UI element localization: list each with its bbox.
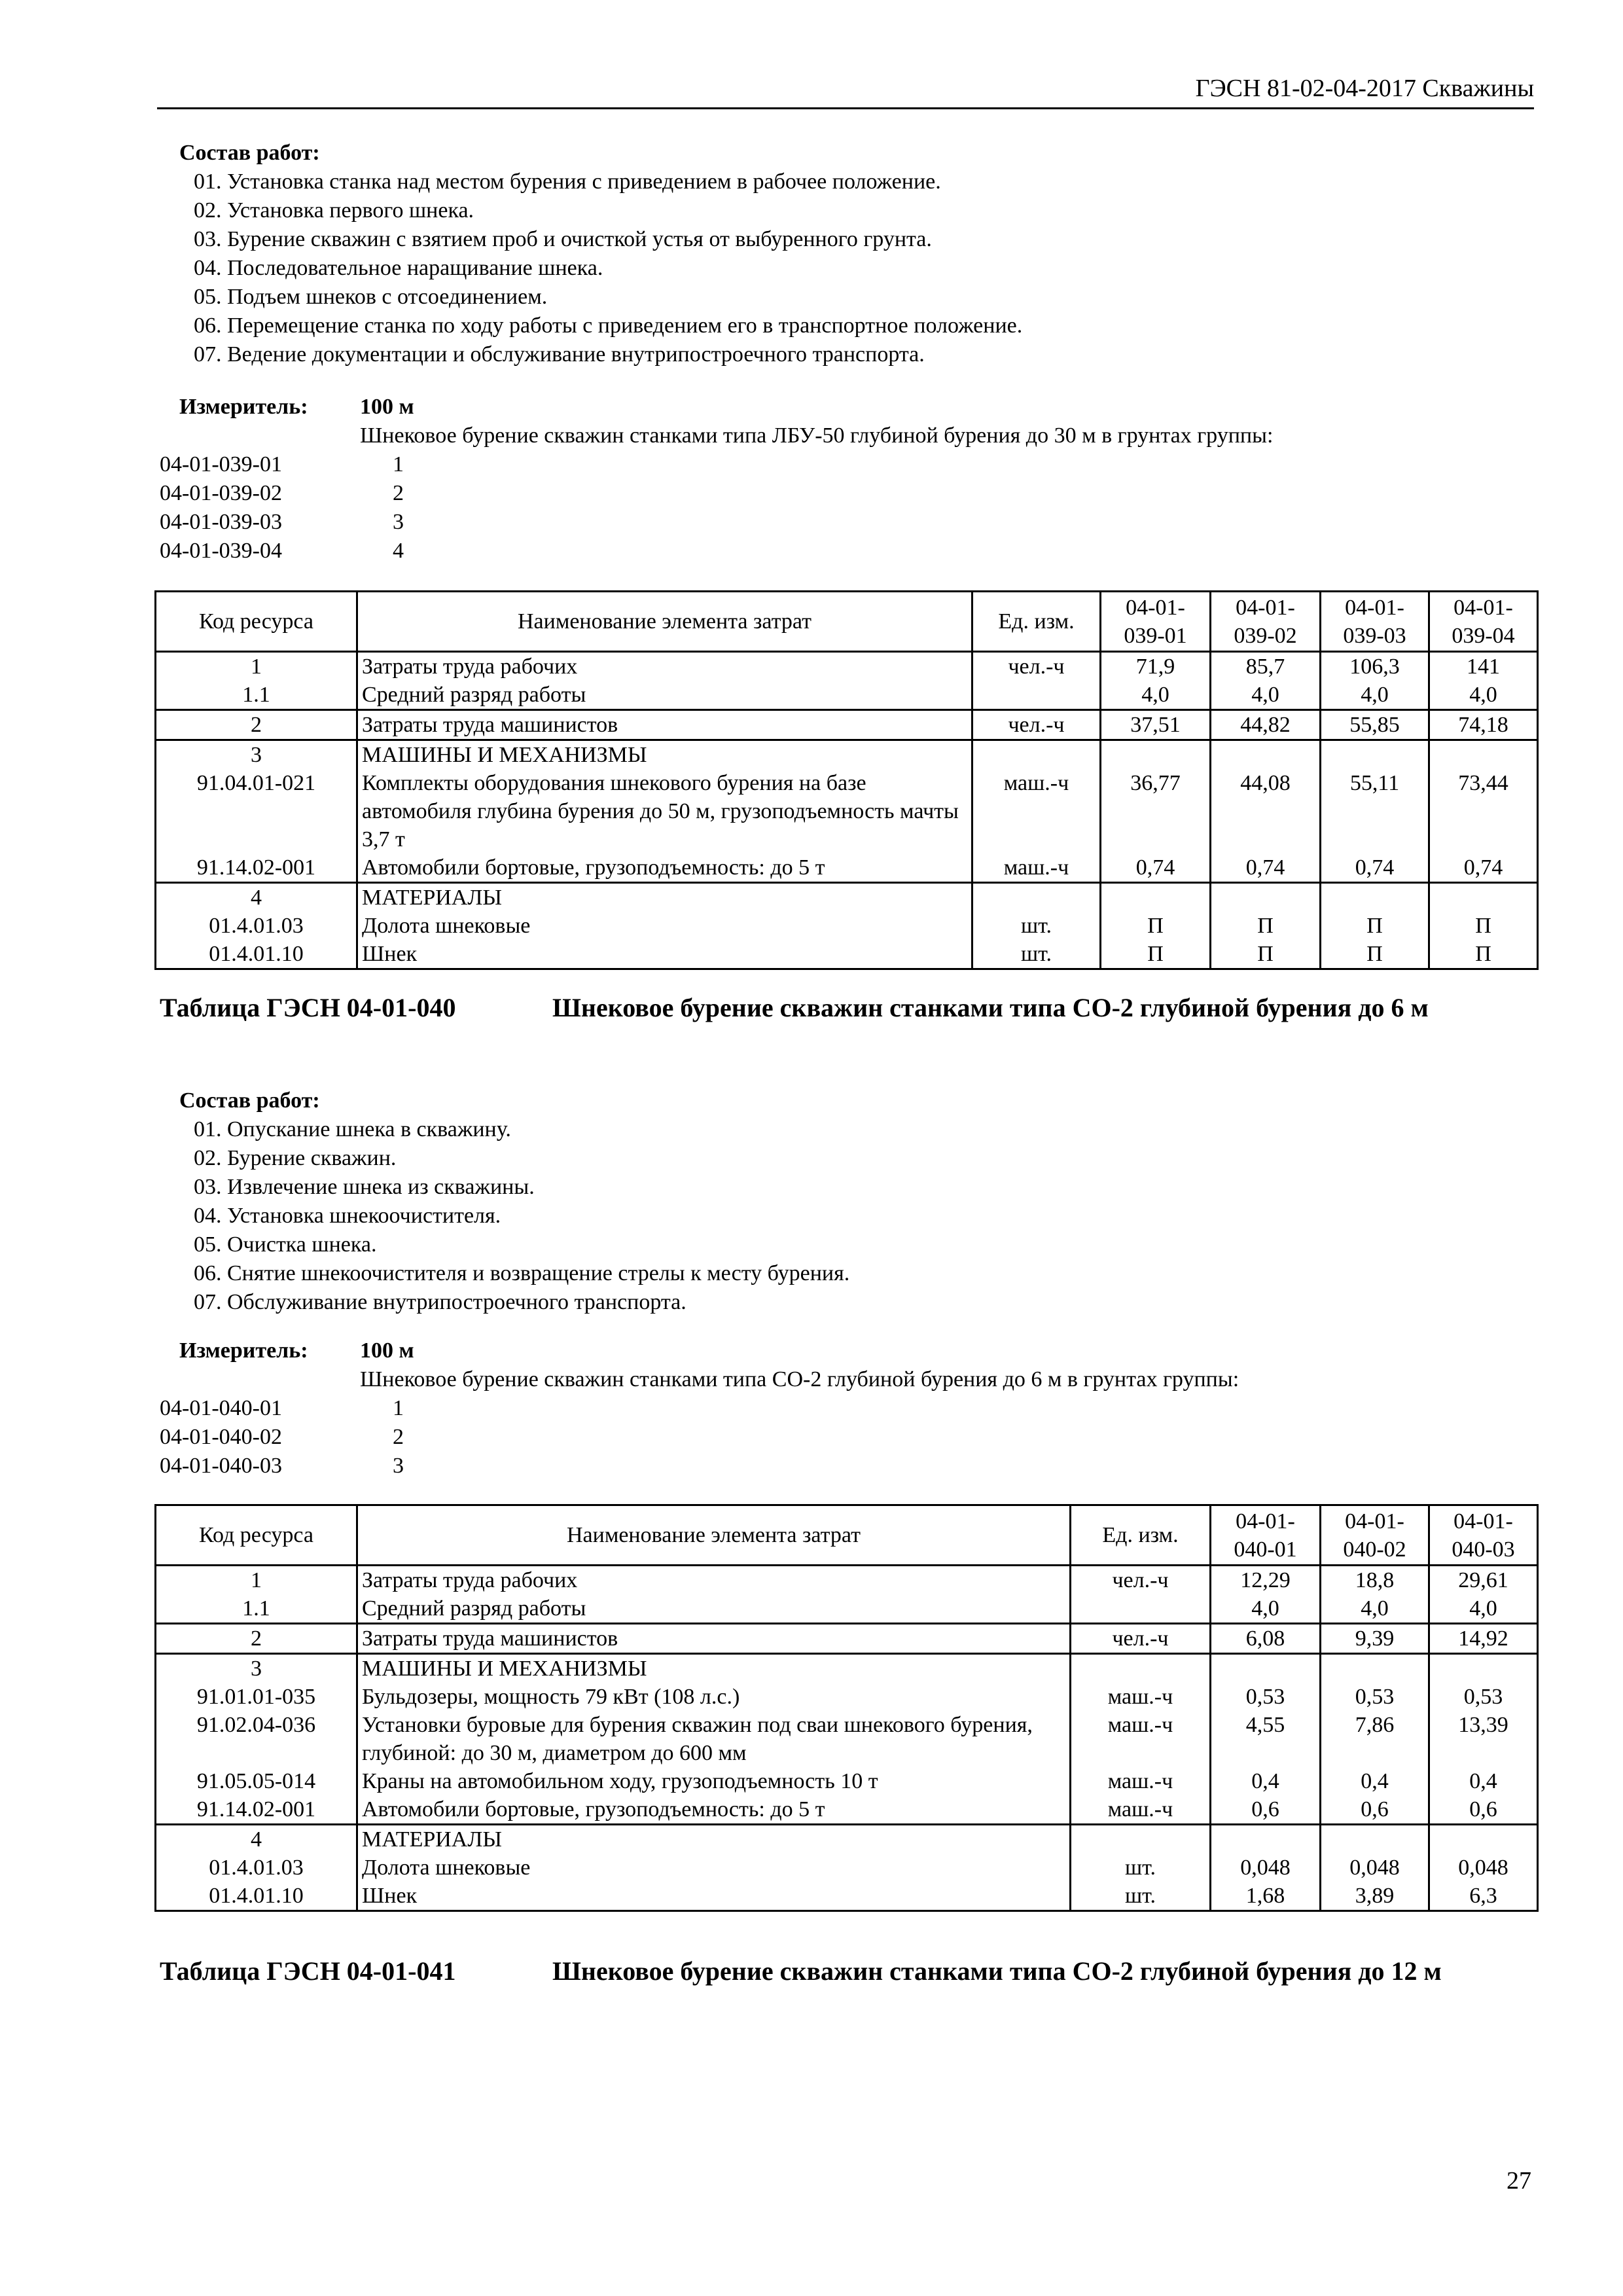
header-col: 04-01- 040-01 [1211, 1505, 1321, 1566]
table-row: 1.1 Средний разряд работы 4,0 4,0 4,0 4,0 [156, 681, 1538, 710]
table-row: 01.4.01.10 Шнек шт. П П П П [156, 940, 1538, 969]
work-item: 04. Последовательное наращивание шнека. [194, 256, 603, 280]
code-row [160, 537, 814, 565]
work-item: 07. Ведение документации и обслуживание внутрипостроечного транспорта. [194, 342, 925, 367]
code-row [160, 1394, 814, 1423]
table-row: 91.14.02-001 Автомобили бортовые, грузоподъемность: до 5 т маш.-ч 0,6 0,6 0,6 [156, 1795, 1538, 1825]
code: 04-01-039-01 [160, 452, 282, 476]
work-item: 04. Установка шнекоочистителя. [194, 1204, 501, 1228]
table-row: 01.4.01.03 Долота шнековые шт. 0,048 0,048 0,048 [156, 1854, 1538, 1882]
code: 04-01-040-03 [160, 1454, 282, 1478]
code: 04-01-039-03 [160, 510, 282, 534]
work-item: 06. Перемещение станка по ходу работы с приведением его в транспортное положение. [194, 314, 1023, 338]
header-col: 04-01- 040-03 [1429, 1505, 1538, 1566]
measure-description: Шнековое бурение скважин станками типа СО-2 глубиной бурения до 6 м в грунтах группы: [360, 1367, 1240, 1391]
resource-table-040 [154, 1504, 1539, 1912]
soil-group: 2 [393, 481, 404, 505]
table-header-row [156, 1505, 1538, 1566]
table-row: 91.04.01-021 Комплекты оборудования шнекового бурения на базе автомобиля глубина бурения до 50 м, грузоподъемность мачты 3,7 т маш.-ч 36,77 44,08 55,11 73,44 [156, 769, 1538, 853]
code-row [160, 1423, 814, 1452]
header-col: 04-01- 039-03 [1321, 592, 1429, 652]
code: 04-01-039-04 [160, 539, 282, 563]
table-name: Шнековое бурение скважин станками типа СО-2 глубиной бурения до 12 м [552, 1956, 1442, 1986]
code: 04-01-039-02 [160, 481, 282, 505]
header-col: 04-01- 039-04 [1429, 592, 1538, 652]
header-code: Код ресурса [156, 1505, 357, 1566]
code: 04-01-040-01 [160, 1396, 282, 1420]
work-composition-title: Состав работ: [179, 141, 320, 165]
code-row [160, 479, 814, 508]
table-row: 91.14.02-001 Автомобили бортовые, грузоподъемность: до 5 т маш.-ч 0,74 0,74 0,74 0,74 [156, 853, 1538, 883]
measure-value: 100 м [360, 395, 414, 419]
table-header-row [156, 592, 1538, 652]
table-row: 1 Затраты труда рабочих чел.-ч 12,29 18,8 29,61 [156, 1566, 1538, 1595]
work-composition-title: Состав работ: [179, 1088, 320, 1113]
header-unit: Ед. изм. [972, 592, 1101, 652]
code: 04-01-040-02 [160, 1425, 282, 1449]
table-code: Таблица ГЭСН 04-01-041 [160, 1956, 456, 1986]
code-row [160, 508, 814, 537]
table-row: 2 Затраты труда машинистов чел.-ч 37,51 44,82 55,85 74,18 [156, 710, 1538, 740]
table-row: 01.4.01.03 Долота шнековые шт. П П П П [156, 912, 1538, 940]
soil-group: 2 [393, 1425, 404, 1449]
code-row [160, 450, 814, 479]
code-row [160, 1452, 814, 1480]
header-name: Наименование элемента затрат [357, 592, 972, 652]
work-item: 03. Бурение скважин с взятием проб и очисткой устья от выбуренного грунта. [194, 227, 932, 251]
work-composition-039 [160, 139, 1534, 369]
work-item: 01. Опускание шнека в скважину. [194, 1117, 511, 1141]
header-col: 04-01- 039-02 [1211, 592, 1321, 652]
table-row-section: 4 МАТЕРИАЛЫ [156, 1825, 1538, 1854]
work-item: 03. Извлечение шнека из скважины. [194, 1175, 535, 1199]
measure-block-039 [160, 393, 1534, 569]
resource-table-039 [154, 590, 1539, 970]
table-row: 91.01.01-035 Бульдозеры, мощность 79 кВт (108 л.с.) маш.-ч 0,53 0,53 0,53 [156, 1683, 1538, 1711]
work-item: 06. Снятие шнекоочистителя и возвращение стрелы к месту бурения. [194, 1261, 850, 1285]
soil-group: 3 [393, 510, 404, 534]
table-row: 1 Затраты труда рабочих чел.-ч 71,9 85,7 106,3 141 [156, 652, 1538, 681]
soil-group: 4 [393, 539, 404, 563]
work-item: 02. Установка первого шнека. [194, 198, 474, 223]
table-row-section: 3 МАШИНЫ И МЕХАНИЗМЫ [156, 1654, 1538, 1683]
table-code: Таблица ГЭСН 04-01-040 [160, 993, 456, 1022]
table-row: 01.4.01.10 Шнек шт. 1,68 3,89 6,3 [156, 1882, 1538, 1911]
soil-group: 3 [393, 1454, 404, 1478]
table-title-040 [160, 991, 1534, 1063]
table-row: 1.1 Средний разряд работы 4,0 4,0 4,0 [156, 1594, 1538, 1624]
document-title: ГЭСН 81-02-04-2017 Скважины [1195, 75, 1534, 102]
page-header [157, 73, 1534, 109]
header-name: Наименование элемента затрат [357, 1505, 1071, 1566]
header-unit: Ед. изм. [1071, 1505, 1211, 1566]
table-title-041 [160, 1954, 1534, 2026]
table-row: 2 Затраты труда машинистов чел.-ч 6,08 9,39 14,92 [156, 1624, 1538, 1654]
page-number: 27 [1507, 2167, 1531, 2195]
table-row-section: 4 МАТЕРИАЛЫ [156, 883, 1538, 912]
table-row: 91.05.05-014 Краны на автомобильном ходу, грузоподъемность 10 т маш.-ч 0,4 0,4 0,4 [156, 1767, 1538, 1795]
measure-description: Шнековое бурение скважин станками типа ЛБУ-50 глубиной бурения до 30 м в грунтах группы: [360, 423, 1274, 448]
work-item: 01. Установка станка над местом бурения с приведением в рабочее положение. [194, 170, 941, 194]
soil-group: 1 [393, 1396, 404, 1420]
work-item: 07. Обслуживание внутрипостроечного транспорта. [194, 1290, 687, 1314]
work-item: 05. Подъем шнеков с отсоединением. [194, 285, 548, 309]
measure-label: Измеритель: [179, 1338, 308, 1363]
work-items-list [194, 168, 1022, 369]
header-code: Код ресурса [156, 592, 357, 652]
table-row-section: 3 МАШИНЫ И МЕХАНИЗМЫ [156, 740, 1538, 770]
table-row: 91.02.04-036 Установки буровые для бурения скважин под сваи шнекового бурения, глубиной: до 30 м, диаметром до 600 мм маш.-ч 4,55 7,86 13,39 [156, 1711, 1538, 1767]
work-item: 05. Очистка шнека. [194, 1232, 377, 1257]
soil-group: 1 [393, 452, 404, 476]
measure-label: Измеритель: [179, 395, 308, 419]
table-name: Шнековое бурение скважин станками типа СО-2 глубиной бурения до 6 м [552, 993, 1429, 1022]
code-list [160, 450, 814, 565]
code-list [160, 1394, 814, 1480]
measure-block-040 [160, 1336, 1534, 1487]
measure-value: 100 м [360, 1338, 414, 1363]
header-col: 04-01- 040-02 [1321, 1505, 1429, 1566]
work-composition-040 [160, 1086, 1534, 1317]
work-items-list [194, 1115, 849, 1317]
work-item: 02. Бурение скважин. [194, 1146, 397, 1170]
header-col: 04-01- 039-01 [1101, 592, 1211, 652]
